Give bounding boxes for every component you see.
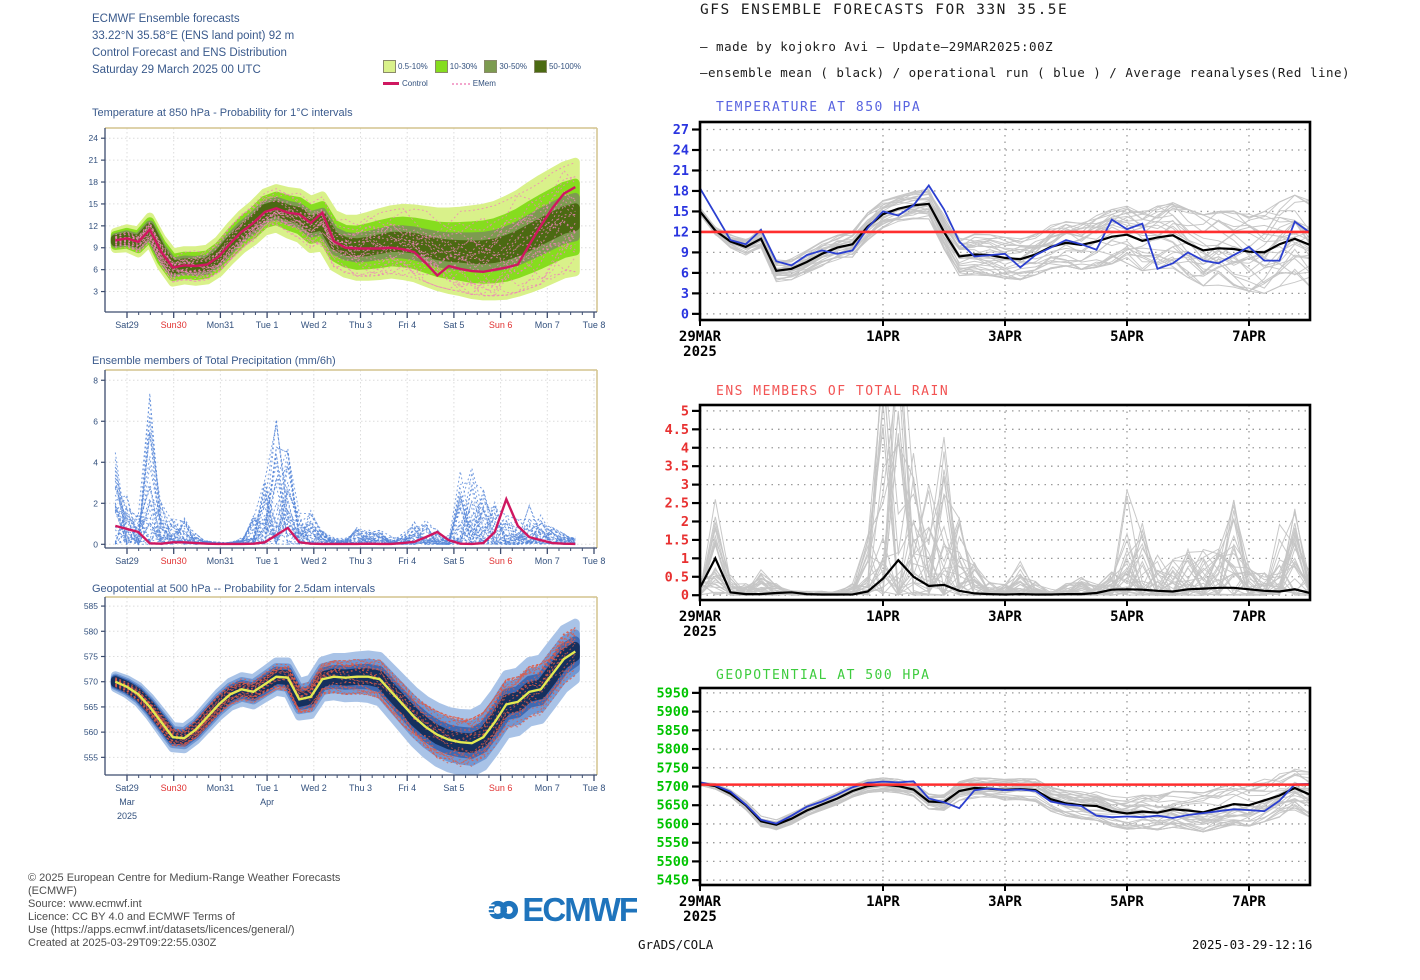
gfs-temp850-chart: [650, 112, 1320, 366]
footer-created-at: Created at 2025-03-29T09:22:55.030Z: [28, 937, 217, 949]
svg-text:Wed 2: Wed 2: [300, 783, 327, 793]
ensemble-members: [115, 393, 575, 544]
svg-text:18: 18: [672, 183, 689, 200]
svg-text:555: 555: [83, 752, 98, 763]
svg-text:Thu 3: Thu 3: [348, 556, 373, 566]
svg-text:12: 12: [88, 220, 98, 231]
legend-line-row: [383, 79, 623, 88]
svg-text:Tue 8: Tue 8: [582, 556, 606, 566]
legend-item-control: [383, 79, 428, 88]
footer-use-url: Use (https://apps.ecmwf.int/datasets/licences/general/): [28, 924, 295, 936]
ecmwf-header-line3: Control Forecast and ENS Distribution: [92, 47, 287, 59]
svg-text:5600: 5600: [656, 816, 689, 833]
probability-band-swatch: [435, 60, 448, 73]
ecmwf-precip-title: Ensemble members of Total Precipitation (mm/6h): [92, 355, 336, 367]
svg-text:Mon31: Mon31: [206, 320, 235, 330]
legend-item: [534, 60, 581, 73]
svg-text:5APR: 5APR: [1110, 894, 1144, 910]
legend-item: [435, 60, 478, 73]
svg-text:0: 0: [93, 539, 98, 550]
emem-line-swatch: [452, 83, 470, 85]
svg-text:580: 580: [83, 626, 98, 637]
svg-text:Tue 1: Tue 1: [255, 320, 279, 330]
ecmwf-logo-text: ECMWF: [522, 891, 637, 928]
legend-item: [383, 60, 428, 73]
gfs-temp850-title: TEMPERATURE AT 850 HPA: [716, 100, 922, 115]
svg-text:Sat 5: Sat 5: [443, 556, 465, 566]
gfs-rain-title: ENS MEMBERS OF TOTAL RAIN: [716, 384, 950, 399]
svg-text:585: 585: [83, 601, 98, 612]
ecmwf-legend: [383, 60, 623, 88]
axes: [656, 685, 1310, 925]
svg-text:24: 24: [88, 133, 98, 144]
legend-item: [484, 60, 527, 73]
svg-text:Sat29: Sat29: [115, 320, 139, 330]
gfs-subtitle-1: – made by kojokro Avi – Update–29MAR2025:00Z: [700, 39, 1054, 54]
plot-area: [115, 393, 575, 544]
gfs-subtitle-2: –ensemble mean ( black) / operational run ( blue ) / Average reanalyses(Red line): [700, 65, 1351, 80]
footer-licence: Licence: CC BY 4.0 and ECMWF Terms of: [28, 911, 235, 923]
probability-band-swatch: [383, 60, 396, 73]
ecmwf-logo: [488, 889, 637, 931]
svg-text:Mon31: Mon31: [206, 556, 235, 566]
ecmwf-precip-chart: [75, 360, 607, 576]
svg-text:Sat 5: Sat 5: [443, 783, 465, 793]
svg-text:0.5: 0.5: [664, 569, 689, 586]
svg-text:Apr: Apr: [260, 797, 275, 807]
svg-text:15: 15: [672, 203, 689, 220]
svg-text:Sun 6: Sun 6: [488, 556, 513, 566]
ecmwf-z500-title: Geopotential at 500 hPa -- Probability for 2.5dam intervals: [92, 583, 376, 595]
legend-band-row: [383, 60, 623, 73]
footer-source: Source: www.ecmwf.int: [28, 898, 142, 910]
svg-text:5650: 5650: [656, 797, 689, 814]
gfs-rain-chart: [650, 395, 1320, 646]
ecmwf-header-line4: Saturday 29 March 2025 00 UTC: [92, 64, 261, 76]
svg-text:Sat29: Sat29: [115, 556, 139, 566]
footer-ecmwf: (ECMWF): [28, 885, 77, 897]
legend-label: 10-30%: [449, 62, 478, 71]
svg-text:24: 24: [672, 142, 689, 159]
svg-text:Tue 1: Tue 1: [255, 556, 279, 566]
plot-area: [700, 769, 1310, 832]
svg-text:Sat29: Sat29: [115, 783, 139, 793]
svg-text:5850: 5850: [656, 722, 689, 739]
svg-text:Mon 7: Mon 7: [534, 320, 560, 330]
svg-text:5950: 5950: [656, 685, 689, 702]
svg-text:5800: 5800: [656, 741, 689, 758]
svg-text:3: 3: [680, 285, 689, 302]
control-line-swatch: [383, 82, 399, 85]
svg-text:Fri 4: Fri 4: [398, 783, 417, 793]
svg-text:5500: 5500: [656, 853, 689, 870]
svg-text:3.5: 3.5: [664, 458, 689, 475]
ecmwf-header-line2: 33.22°N 35.58°E (ENS land point) 92 m: [92, 30, 295, 42]
svg-text:5: 5: [680, 403, 689, 420]
svg-text:2: 2: [680, 513, 689, 530]
probability-band-swatch: [534, 60, 547, 73]
svg-text:Sat 5: Sat 5: [443, 320, 465, 330]
svg-text:4: 4: [93, 457, 98, 468]
svg-text:15: 15: [88, 198, 98, 209]
svg-text:3APR: 3APR: [988, 609, 1022, 625]
svg-text:Wed 2: Wed 2: [300, 556, 327, 566]
render-timestamp: 2025-03-29-12:16: [1192, 937, 1313, 952]
gfs-z500-chart: [650, 678, 1320, 931]
gridlines: [105, 370, 597, 548]
ecmwf-header: [92, 11, 294, 79]
svg-text:570: 570: [83, 676, 98, 687]
ecmwf-temp850-chart: [75, 118, 607, 340]
legend-label: 50-100%: [548, 62, 581, 71]
svg-text:Thu 3: Thu 3: [348, 783, 373, 793]
ensemble-members: [700, 769, 1310, 832]
svg-text:2.5: 2.5: [664, 495, 689, 512]
svg-text:5450: 5450: [656, 872, 689, 889]
svg-text:3: 3: [93, 286, 98, 297]
footer-copyright: © 2025 European Centre for Medium-Range Weather Forecasts: [28, 872, 341, 884]
svg-text:1APR: 1APR: [866, 329, 900, 345]
svg-text:5550: 5550: [656, 835, 689, 852]
svg-text:21: 21: [88, 155, 98, 166]
svg-text:2025: 2025: [683, 344, 717, 360]
svg-text:Sun 6: Sun 6: [488, 783, 513, 793]
svg-text:Tue 8: Tue 8: [582, 320, 606, 330]
svg-text:5750: 5750: [656, 760, 689, 777]
svg-text:2025: 2025: [116, 811, 138, 821]
ecmwf-z500-chart: [75, 587, 607, 831]
gridlines: [700, 688, 1310, 885]
svg-text:1APR: 1APR: [866, 609, 900, 625]
ecmwf-temp850-title: Temperature at 850 hPa - Probability for 1°C intervals: [92, 107, 353, 119]
svg-text:3: 3: [680, 477, 689, 494]
svg-text:Mon 7: Mon 7: [534, 556, 560, 566]
legend-label: 30-50%: [499, 62, 527, 71]
grads-credit: GrADS/COLA: [638, 937, 714, 952]
svg-text:7APR: 7APR: [1232, 329, 1266, 345]
svg-text:560: 560: [83, 727, 98, 738]
svg-text:12: 12: [672, 224, 689, 241]
ecmwf-footer: [28, 872, 373, 950]
svg-text:7APR: 7APR: [1232, 609, 1266, 625]
svg-text:1: 1: [680, 550, 689, 567]
svg-text:Mon 7: Mon 7: [534, 783, 560, 793]
svg-text:575: 575: [83, 651, 98, 662]
svg-text:1.5: 1.5: [664, 532, 689, 549]
svg-text:Sun30: Sun30: [160, 556, 187, 566]
svg-text:27: 27: [672, 122, 689, 139]
svg-text:9: 9: [680, 244, 689, 261]
legend-item-emem: [452, 79, 496, 88]
svg-text:7APR: 7APR: [1232, 894, 1266, 910]
legend-label: Control: [402, 79, 428, 88]
legend-label: 0.5-10%: [398, 62, 428, 71]
svg-text:2025: 2025: [683, 624, 717, 640]
svg-text:2025: 2025: [683, 909, 717, 925]
svg-text:Thu 3: Thu 3: [348, 320, 373, 330]
svg-text:6: 6: [93, 264, 98, 275]
plot-area: [115, 623, 575, 772]
svg-text:29MAR: 29MAR: [678, 609, 722, 625]
gfs-z500-title: GEOPOTENTIAL AT 500 HPA: [716, 668, 931, 683]
svg-text:3APR: 3APR: [988, 329, 1022, 345]
gfs-title: GFS ENSEMBLE FORECASTS FOR 33N 35.5E: [700, 2, 1069, 18]
svg-text:5700: 5700: [656, 779, 689, 795]
svg-text:4: 4: [680, 440, 689, 457]
svg-text:8: 8: [93, 375, 98, 386]
svg-text:21: 21: [672, 162, 689, 179]
legend-label: EMem: [472, 79, 496, 88]
svg-text:Sun30: Sun30: [160, 320, 187, 330]
svg-text:29MAR: 29MAR: [678, 329, 722, 345]
svg-text:Fri 4: Fri 4: [398, 320, 417, 330]
svg-text:18: 18: [88, 177, 98, 188]
svg-text:9: 9: [93, 242, 98, 253]
ensemble-members: [700, 189, 1310, 293]
svg-text:Tue 8: Tue 8: [582, 783, 606, 793]
svg-text:5APR: 5APR: [1110, 609, 1144, 625]
svg-text:Fri 4: Fri 4: [398, 556, 417, 566]
svg-text:Sun 6: Sun 6: [488, 320, 513, 330]
svg-text:6: 6: [93, 416, 98, 427]
ecmwf-header-line1: ECMWF Ensemble forecasts: [92, 13, 240, 25]
svg-text:6: 6: [680, 265, 689, 282]
svg-text:Sun30: Sun30: [160, 783, 187, 793]
svg-text:Mar: Mar: [119, 797, 135, 807]
svg-text:2: 2: [93, 498, 98, 509]
svg-text:Mon31: Mon31: [206, 783, 235, 793]
svg-text:Tue 1: Tue 1: [255, 783, 279, 793]
ecmwf-logo-icon: [488, 891, 519, 929]
svg-text:5APR: 5APR: [1110, 329, 1144, 345]
svg-text:3APR: 3APR: [988, 894, 1022, 910]
svg-text:1APR: 1APR: [866, 894, 900, 910]
svg-text:565: 565: [83, 701, 98, 712]
svg-text:4.5: 4.5: [664, 421, 689, 438]
svg-text:Wed 2: Wed 2: [300, 320, 327, 330]
svg-text:5900: 5900: [656, 704, 689, 721]
svg-text:0: 0: [680, 587, 689, 604]
probability-band-swatch: [484, 60, 497, 73]
svg-text:0: 0: [680, 306, 689, 323]
svg-text:29MAR: 29MAR: [678, 894, 722, 910]
